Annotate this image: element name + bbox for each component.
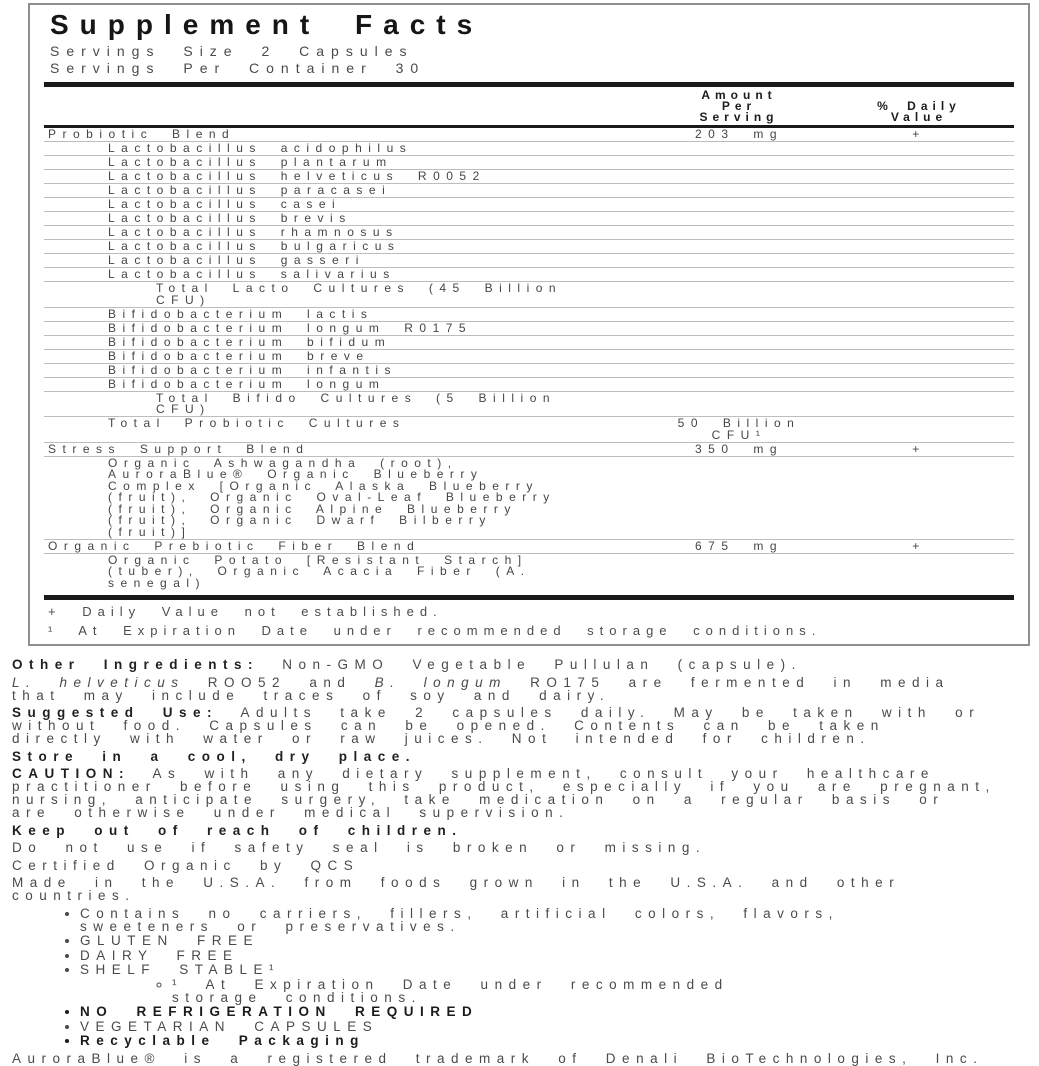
ingredient-daily-value: +	[912, 441, 926, 456]
ingredient-name: Organic Ashwagandha (root), AuroraBlue® Organic Blueberry Complex [Organic Alaska Blueberry (fruit), Organic Oval-Leaf Blueberry (fruit), Organic Alpine Blueberry (fruit), Organic Dwarf Bilberry (fruit)]	[108, 455, 556, 539]
ingredient-amount	[654, 129, 824, 141]
ingredient-name: Lactobacillus plantarum	[108, 155, 393, 169]
table-row	[44, 281, 1014, 307]
table-row	[44, 128, 1014, 141]
column-header-dv-label: % Daily Value	[877, 99, 961, 124]
ingredient-name: Lactobacillus casei	[108, 197, 342, 211]
caution-heading: CAUTION:	[12, 766, 130, 781]
ingredient-amount	[654, 379, 824, 391]
ingredient-amount	[574, 393, 744, 405]
column-header-amount-label: Amount Per Serving	[699, 88, 779, 124]
fermentation-text-2: RO175 are fermented in media that may include traces of soy and dairy.	[12, 674, 950, 703]
ingredient-name: Lactobacillus paracasei	[108, 183, 392, 197]
ingredient-amount	[654, 241, 824, 253]
ingredient-name: Total Bifido Cultures (5 Billion CFU)	[156, 390, 557, 416]
keep-out-of-reach-warning: Keep out of reach of children.	[12, 822, 463, 838]
table-row	[44, 225, 1014, 239]
table-row	[44, 456, 1014, 539]
table-row	[44, 155, 1014, 169]
ingredient-amount	[654, 538, 824, 553]
ingredient-amount	[654, 351, 824, 363]
ingredient-name: Total Lacto Cultures (45 Billion CFU)	[156, 281, 563, 307]
claim-list-item: • NO REFRIGERATION REQUIRED	[80, 1005, 910, 1018]
ingredient-name: Lactobacillus helveticus R0052	[108, 169, 486, 183]
table-row	[44, 197, 1014, 211]
ingredient-amount	[654, 418, 824, 441]
ingredient-amount	[654, 227, 824, 239]
ingredient-amount	[654, 309, 824, 321]
ingredient-amount	[589, 458, 759, 470]
ingredient-name: Lactobacillus bulgaricus	[108, 239, 401, 253]
ingredient-amount	[654, 255, 824, 267]
ingredient-amount	[654, 441, 824, 456]
ingredient-name: Total Probiotic Cultures	[108, 416, 406, 430]
label-info-section	[0, 652, 1039, 1066]
table-row	[44, 377, 1014, 391]
ingredient-name: Lactobacillus acidophilus	[108, 141, 413, 155]
ingredient-amount-value: 50 Billion CFU¹	[677, 416, 801, 442]
ingredient-amount	[654, 269, 824, 281]
footnote-daily-value: + Daily Value not established.	[48, 603, 443, 619]
table-row	[44, 239, 1014, 253]
ingredient-name: Stress Support Blend	[48, 441, 310, 456]
ingredient-name: Organic Potato [Resistant Starch] (tuber), Organic Acacia Fiber (A. senegal)	[108, 552, 531, 590]
ingredient-name: Lactobacillus salivarius	[108, 267, 396, 281]
ingredient-amount	[654, 337, 824, 349]
table-row	[44, 169, 1014, 183]
claim-list-item: • Contains no carriers, fillers, artificial colors, flavors, sweeteners or preservatives.	[80, 907, 910, 933]
claim-list-item: • Recyclable Packaging	[80, 1034, 910, 1047]
product-claims-list	[12, 907, 1019, 1048]
table-row	[44, 267, 1014, 281]
ingredient-name: Lactobacillus rhamnosus	[108, 225, 399, 239]
ingredient-amount	[654, 143, 824, 155]
ingredient-name: Lactobacillus brevis	[108, 211, 352, 225]
ingredient-name: Organic Prebiotic Fiber Blend	[48, 538, 421, 553]
made-in-usa-note: Made in the U.S.A. from foods grown in the U.S.A. and other countries.	[12, 875, 901, 903]
other-ingredients-text: Non-GMO Vegetable Pullulan (capsule).	[259, 657, 802, 672]
ingredient-name: Lactobacillus gasseri	[108, 253, 365, 267]
safety-seal-warning: Do not use if safety seal is broken or missing.	[12, 840, 707, 855]
ingredient-name: Probiotic Blend	[48, 127, 236, 141]
suggested-use-heading: Suggested Use:	[12, 705, 219, 720]
storage-instruction: Store in a cool, dry place.	[12, 748, 417, 764]
ingredient-amount-value: 203 mg	[694, 127, 784, 141]
table-row	[44, 539, 1014, 553]
table-row	[44, 253, 1014, 267]
table-row	[44, 553, 1014, 590]
ingredient-amount	[654, 171, 824, 183]
divider-thick-bottom	[44, 595, 1014, 600]
table-row	[44, 363, 1014, 377]
fermentation-paragraph	[12, 676, 997, 702]
table-row	[44, 307, 1014, 321]
footnote-expiration: ¹ At Expiration Date under recommended storage conditions.	[48, 622, 822, 638]
ingredient-daily-value: +	[912, 127, 926, 141]
table-row	[44, 416, 1014, 442]
table-row	[44, 335, 1014, 349]
claim-list-item: • VEGETARIAN CAPSULES	[80, 1020, 910, 1033]
table-row	[44, 183, 1014, 197]
ingredient-name: Bifidobacterium longum R0175	[108, 320, 473, 335]
ingredient-name: Bifidobacterium longum	[108, 376, 386, 391]
caution-paragraph	[12, 767, 997, 819]
ingredient-amount	[654, 323, 824, 335]
ingredient-amount-value: 350 mg	[694, 441, 784, 456]
table-row	[44, 321, 1014, 335]
species-b-longum: B. longum	[374, 674, 507, 690]
ingredient-amount-value: 675 mg	[694, 538, 784, 553]
claim-list-item: ◦ ¹ At Expiration Date under recommended storage conditions.	[172, 978, 792, 1004]
column-header-amount-per-serving	[654, 90, 824, 123]
other-ingredients-heading: Other Ingredients:	[12, 657, 260, 672]
column-header-daily-value	[824, 101, 1014, 123]
ingredient-name: Bifidobacterium lactis	[108, 306, 374, 321]
table-row	[44, 391, 1014, 417]
suggested-use-paragraph	[12, 706, 997, 745]
ingredient-amount	[654, 213, 824, 225]
panel-title: Supplement Facts	[50, 9, 484, 40]
suggested-use-text: Adults take 2 capsules daily. May be taken with or without food. Capsules can be opened. Contents can be taken directly with water or raw juices. Not intended for children.	[12, 705, 981, 746]
claim-list-item: • DAIRY FREE	[80, 949, 910, 962]
trademark-attribution: AuroraBlue® is a registered trademark of Denali BioTechnologies, Inc.	[12, 1051, 984, 1066]
ingredient-daily-value: +	[912, 538, 926, 553]
servings-per-container: Servings Per Container 30	[50, 60, 426, 76]
species-l-helveticus: L. helveticus	[12, 674, 185, 690]
supplement-facts-panel	[28, 3, 1030, 646]
ingredient-name: Bifidobacterium infantis	[108, 362, 398, 377]
claim-list-item: • GLUTEN FREE	[80, 934, 910, 947]
ingredient-amount	[654, 199, 824, 211]
ingredient-amount	[589, 555, 759, 567]
ingredient-amount	[654, 365, 824, 377]
table-row	[44, 211, 1014, 225]
fermentation-text-1: ROO52 and	[184, 674, 375, 690]
table-header-row	[44, 87, 1014, 125]
serving-size: Servings Size 2 Capsules	[50, 43, 414, 59]
table-row	[44, 442, 1014, 456]
ingredient-amount	[654, 185, 824, 197]
certified-organic-note: Certified Organic by QCS	[12, 857, 360, 873]
ingredient-name: Bifidobacterium bifidum	[108, 334, 392, 349]
table-row	[44, 349, 1014, 363]
other-ingredients-paragraph	[12, 658, 997, 671]
ingredient-amount	[654, 157, 824, 169]
claim-list-item: • SHELF STABLE¹	[80, 963, 910, 976]
ingredient-table	[44, 128, 1014, 590]
caution-text: As with any dietary supplement, consult your healthcare practitioner before using this product, especially if you are pregnant, nursing, anticipate surgery, take medication on a regular basis or are otherwise under medical supervision.	[12, 766, 996, 820]
table-row	[44, 141, 1014, 155]
ingredient-amount	[574, 283, 744, 295]
ingredient-name: Bifidobacterium breve	[108, 348, 370, 363]
